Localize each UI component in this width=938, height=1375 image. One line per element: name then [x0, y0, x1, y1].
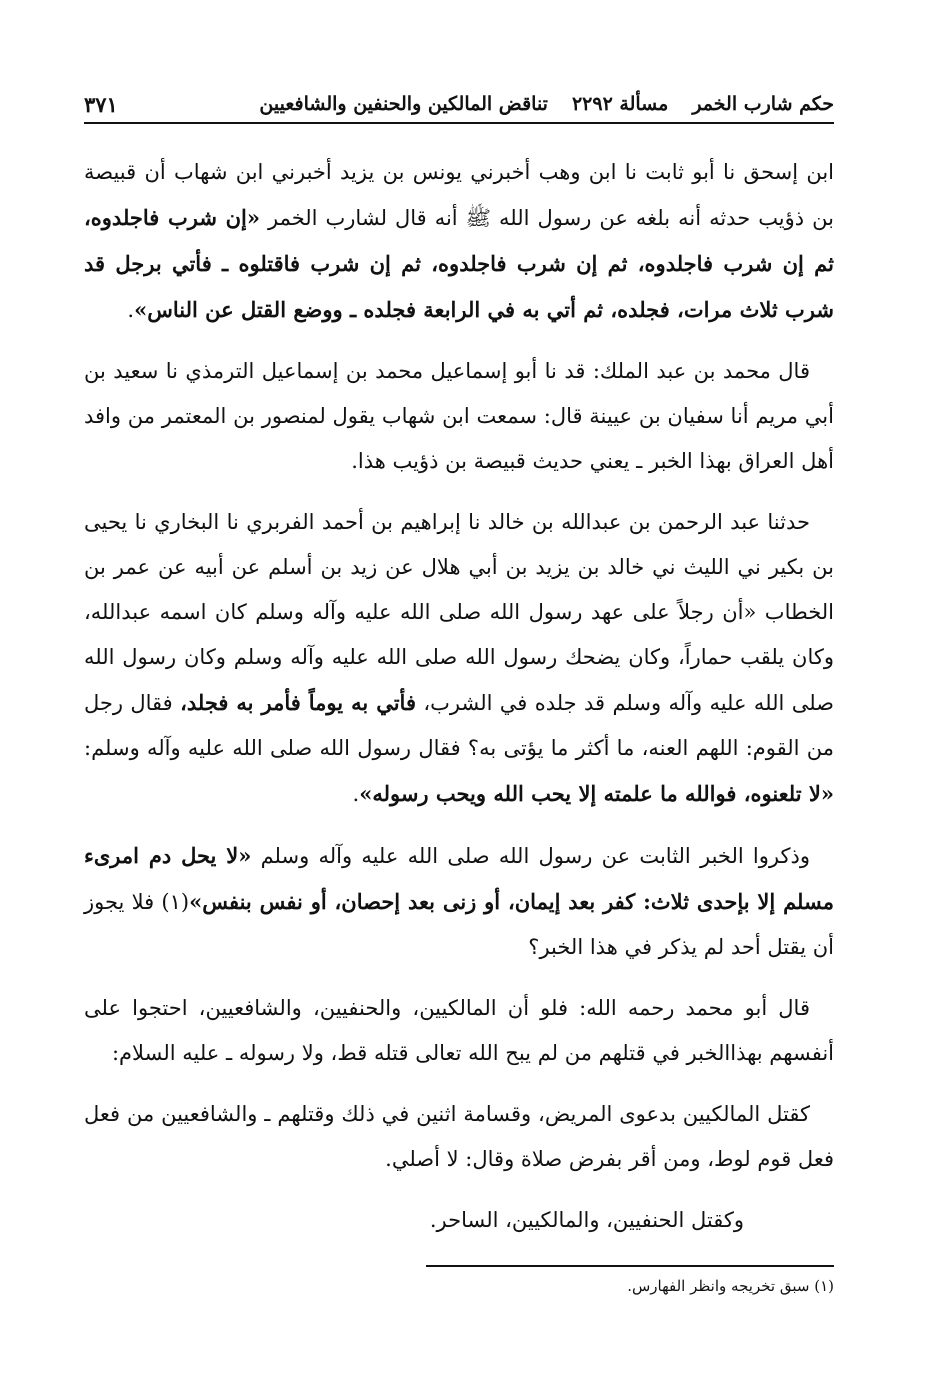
footnote-separator [426, 1265, 834, 1267]
paragraph-2-text: قال محمد بن عبد الملك: قد نا أبو إسماعيل محمد بن إسماعيل الترمذي نا سعيد بن أبي مريم أنا سفيان بن عيينة قال: سمعت ابن شهاب يقول لمنصور بن المعتمر من وافد أهل العراق بهذا الخبر ـ يعني حديث قبيصة بن ذؤيب هذا. [84, 359, 834, 473]
paragraph-1 [84, 150, 834, 333]
paragraph-1-hadith: «إن شرب فاجلدوه، ثم إن شرب فاجلدوه، ثم إن شرب فاجلدوه، ثم إن شرب فاقتلوه ـ فأتي برجل قد شرب ثلاث مرات، فجلده، ثم أتي به في الرابعة فجلده ـ ووضع القتل عن الناس» [84, 205, 834, 322]
header-titles [259, 93, 834, 115]
page-number: ٣٧١ [84, 91, 118, 117]
paragraph-4 [84, 833, 834, 970]
paragraph-3-bold-b: «لا تلعنوه، فوالله ما علمته إلا يحب الله ويحب رسوله» [359, 781, 834, 806]
paragraph-3-end: . [352, 782, 360, 806]
paragraph-7-text: وكقتل الحنفيين، والمالكيين، الساحر. [429, 1208, 744, 1232]
paragraph-1-text: ابن إسحق نا أبو ثابت نا ابن وهب أخبرني يونس بن يزيد أخبرني ابن شهاب أن قبيصة بن ذؤيب حدثه أنه بلغه عن رسول الله ﷺ أنه قال لشارب الخمر [84, 160, 834, 230]
paragraph-2 [84, 349, 834, 484]
paragraph-5 [84, 986, 834, 1076]
paragraph-3-bold-a: فأتي به يوماً فأمر به فجلد، [180, 690, 416, 715]
paragraph-6-text: كقتل المالكيين بدعوى المريض، وقسامة اثنين في ذلك وقتلهم ـ والشافعيين من فعل فعل قوم لوط، ومن أقر بفرض صلاة وقال: لا أصلي. [84, 1102, 834, 1171]
main-text [84, 150, 834, 1259]
paragraph-4-text: وذكروا الخبر الثابت عن رسول الله صلى الله عليه وآله وسلم [251, 844, 810, 868]
paragraph-6 [84, 1092, 834, 1182]
header-title-main: حكم شارب الخمر [692, 93, 834, 115]
paragraph-4-end: (١) فلا يجوز أن يقتل أحد لم يذكر في هذا الخبر؟ [84, 890, 834, 959]
paragraph-5-text: قال أبو محمد رحمه الله: فلو أن المالكيين، والحنفيين، والشافعيين، احتجوا على أنفسهم بهذاالخبر في قتلهم من لم يبح الله تعالى قتله قط، ولا رسوله ـ عليه السلام: [84, 996, 834, 1065]
paragraph-1-end: . [127, 298, 135, 322]
footnote: (١) سبق تخريجه وانظر الفهارس. [627, 1277, 834, 1295]
paragraph-4-hadith: «لا يحل دم امرىء مسلم إلا بإحدى ثلاث: كفر بعد إيمان، أو زنى بعد إحصان، أو نفس بنفس» [84, 843, 834, 914]
paragraph-7 [84, 1198, 834, 1243]
header-issue-number: مسألة ٢٢٩٢ [571, 93, 669, 115]
paragraph-3 [84, 500, 834, 817]
header-title-sub: تناقض المالكين والحنفين والشافعيين [259, 93, 548, 115]
running-header [84, 86, 834, 124]
paragraph-3-text-a: حدثنا عبد الرحمن بن عبدالله بن خالد نا إبراهيم بن أحمد الفربري نا البخاري نا يحيى بن بكير ني الليث ني خالد بن يزيد بن أبي هلال عن زيد بن أسلم عن أبيه عن عمر بن الخطاب «أن رجلاً على عهد رسول الله صلى الله عليه وآله وسلم كان اسمه عبدالله، وكان يلقب حماراً، وكان يضحك رسول الله صلى الله عليه وآله وسلم وكان رسول الله صلى الله عليه وآله وسلم قد جلده في الشرب، [84, 510, 834, 715]
paragraph-3-text-b: فقال رجل من القوم: اللهم العنه، ما أكثر ما يؤتى به؟ فقال رسول الله صلى الله عليه وآله وسلم: [84, 691, 834, 760]
